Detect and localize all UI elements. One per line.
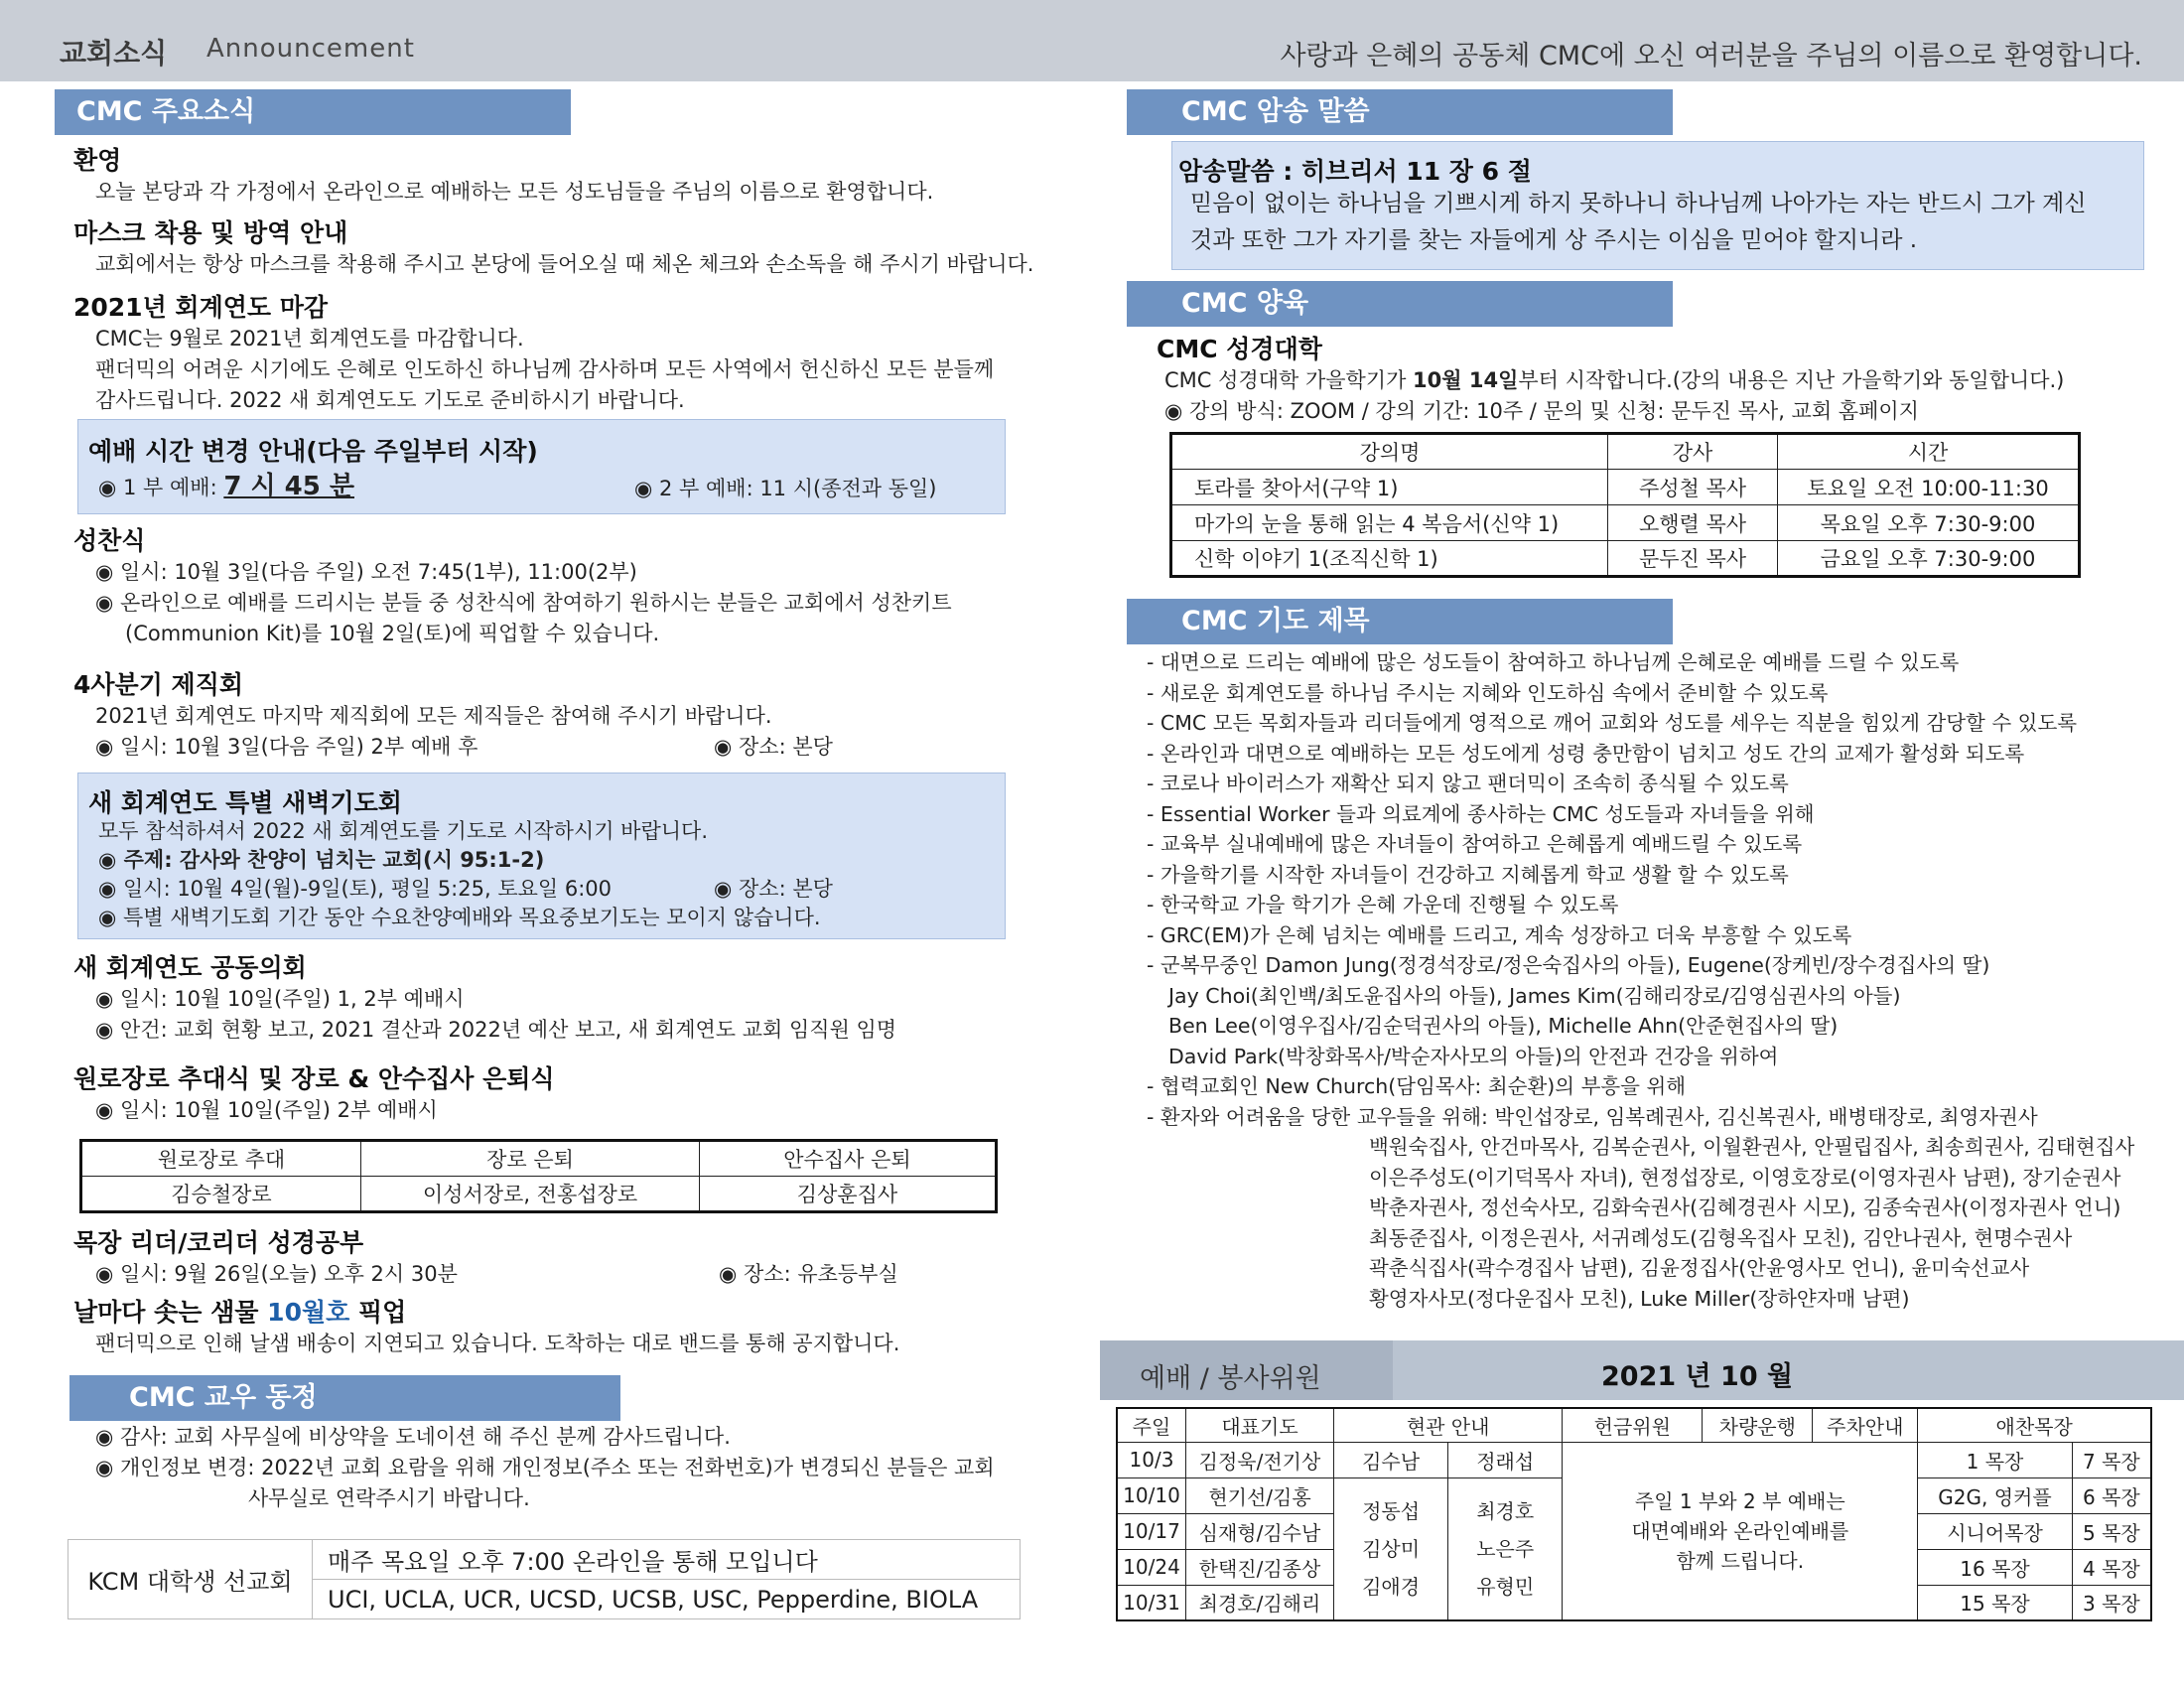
member-news-section: ◉ 감사: 교회 사무실에 비상약을 도네이션 해 주신 분께 감사드립니다. ◉ 개인정보 변경: 2022년 교회 요람을 위해 개인정보(주소 또는 전화번호)가 변경되신 분들은 교회 사무실로 연락주시기 바랍니다. xyxy=(95,1425,995,1510)
prayer-item: 박춘자권사, 정선숙사모, 김화숙권사(김혜경권사 시모), 김종숙권사(이정자권사 언니) xyxy=(1369,1196,2121,1219)
service-table: 주일 대표기도 현관 안내 헌금위원 차량운행 주차안내 애찬목장 10/3 김정욱/전기상 김수남 정래섭 주일 1 부와 2 부 예배는 대면예배와 온라인예배를 함께 드립니다. 1 목장 7 목장 10/10 현기선/김홍 정동섭 김상미 김애경 최경호 노은주 유형민 G2G, 영커플 6 목장 10/17 심재형/김수남 시니어목장 5 목장 10/24 한택진/김종상 16 목장 4 목장 10/31 최경호/김해리 15 목장 3 목장 xyxy=(1116,1407,2152,1621)
section-title-ko: 교회소식 xyxy=(60,37,168,70)
prayer-item: - 가을학기를 시작한 자녀들이 건강하고 지혜롭게 학교 생활 할 수 있도록 xyxy=(1147,862,1789,887)
prayer-item: 백원숙집사, 안건마목사, 김복순권사, 이월환권사, 안필립집사, 최송희권사, 김태현집사 xyxy=(1369,1135,2135,1159)
prayer-item: 이은주성도(이기덕목사 자녀), 현정섭장로, 이영호장로(이영자권사 남편), 장기순권사 xyxy=(1369,1165,2121,1190)
prayer-item: - 온라인과 대면으로 예배하는 모든 성도에게 성령 충만함이 넘치고 성도 간의 교제가 활성화 되도록 xyxy=(1147,741,2025,766)
member-news-header: CMC 교우 동정 xyxy=(69,1375,620,1421)
memory-verse-header: CMC 암송 말씀 xyxy=(1127,89,1673,135)
prayer-list xyxy=(1147,647,2139,1314)
prayer-header: CMC 기도 제목 xyxy=(1127,599,1673,644)
prayer-item: 곽춘식집사(곽수경집사 남편), 김윤정집사(안윤영사모 언니), 윤미숙선교사 xyxy=(1369,1256,2030,1280)
kcm-table: KCM 대학생 선교회 매주 목요일 오후 7:00 온라인을 통해 모입니다 UCI, UCLA, UCR, UCSD, UCSB, USC, Pepperdine, BIOLA xyxy=(68,1539,1021,1619)
bible-college-section: CMC 성경대학 CMC 성경대학 가을학기가 10월 14일부터 시작합니다.(강의 내용은 지난 가을학기와 동일합니다.) ◉ 강의 방식: ZOOM / 강의 기간: 10주 / 문의 및 신청: 문두진 목사, 교회 홈페이지 xyxy=(1157,335,2065,423)
prayer-item: - 대면으로 드리는 예배에 많은 성도들이 참여하고 하나님께 은혜로운 예배를 드릴 수 있도록 xyxy=(1147,650,1960,674)
welcome-banner: 사랑과 은혜의 공동체 CMC에 오신 여러분을 주님의 이름으로 환영합니다. xyxy=(1280,41,2142,71)
prayer-item: David Park(박창화목사/박순자사모의 아들)의 안전과 건강을 위하여 xyxy=(1168,1044,1779,1068)
fiscal-section: 2021년 회계연도 마감 CMC는 9월로 2021년 회계연도를 마감합니다. 팬더믹의 어려운 시기에도 은혜로 인도하신 하나님께 감사하며 모든 사역에서 헌신하신 모든 분들께 감사드립니다. 2022 새 회계연도도 기도로 준비하시기 바랍니다. xyxy=(73,293,995,412)
prayer-item: - 환자와 어려움을 당한 교우들을 위해: 박인섭장로, 임복례권사, 김신복권사, 배병태장로, 최영자권사 xyxy=(1147,1104,2038,1129)
course-table: 강의명 강사 시간 토라를 찾아서(구약 1) 주성철 목사 토요일 오전 10:00-11:30 마가의 눈을 통해 읽는 4 복음서(신약 1) 오행렬 목사 목요일 오후 7:30-9:00 신학 이야기 1(조직신학 1) 문두진 목사 금요일 오후 7:30-9:00 xyxy=(1169,432,2081,578)
service-time-box: 예배 시간 변경 안내(다음 주일부터 시작) ◉ 1 부 예배: 7 시 45 분 ◉ 2 부 예배: 11 시(종전과 동일) xyxy=(77,419,1006,514)
prayer-item: 최동준집사, 이정은권사, 서귀례성도(김형옥집사 모친), 김안나권사, 현명수권사 xyxy=(1369,1225,2073,1250)
header-bar xyxy=(0,0,2184,81)
assembly-section: 새 회계연도 공동의회 ◉ 일시: 10월 10일(주일) 1, 2부 예배시 ◉ 안건: 교회 현황 보고, 2021 결산과 2022년 예산 보고, 새 회계연도 교회 임직원 임명 xyxy=(73,953,897,1042)
communion-section: 성찬식 ◉ 일시: 10월 3일(다음 주일) 오전 7:45(1부), 11:00(2부) ◉ 온라인으로 예배를 드리시는 분들 중 성찬식에 참여하기 원하시는 분들은 교회에서 성찬키트 (Communion Kit)를 10월 2일(토)에 픽업할 수 있습니다. xyxy=(73,526,952,645)
prayer-item: Jay Choi(최인백/최도윤집사의 아들), James Kim(김해리장로/김영심권사의 아들) xyxy=(1168,983,1901,1008)
prayer-item: - 한국학교 가을 학기가 은혜 가운데 진행될 수 있도록 xyxy=(1147,893,1619,916)
prayer-item: - 협력교회인 New Church(담임목사: 최순환)의 부흥을 위해 xyxy=(1147,1074,1687,1098)
prayer-item: - Essential Worker 들과 의료계에 종사하는 CMC 성도들과 자녀들을 위해 xyxy=(1147,801,1815,826)
prayer-item: - GRC(EM)가 은혜 넘치는 예배를 드리고, 계속 성장하고 더욱 부흥할 수 있도록 xyxy=(1147,922,1852,947)
prayer-item: - 코로나 바이러스가 재확산 되지 않고 팬더믹이 조속히 종식될 수 있도록 xyxy=(1147,772,1789,795)
memory-verse-box: 암송말씀 : 히브리서 11 장 6 절 믿음이 없이는 하나님을 기쁘시게 하지 못하나니 하나님께 나아가는 자는 반드시 그가 계신 것과 또한 그가 자기를 찾는 자들에게 상 주시는 이심을 믿어야 할지니라 . xyxy=(1171,141,2144,270)
welcome-section: 환영 오늘 본당과 각 가정에서 온라인으로 예배하는 모든 성도님들을 주님의 이름으로 환영합니다. xyxy=(73,146,934,204)
mask-section: 마스크 착용 및 방역 안내 교회에서는 항상 마스크를 착용해 주시고 본당에 들어오실 때 체온 체크와 손소독을 해 주시기 바랍니다. xyxy=(73,218,1034,276)
dawn-prayer-box: 새 회계연도 특별 새벽기도회 모두 참석하셔서 2022 새 회계연도를 기도로 시작하시기 바랍니다. ◉ 주제: 감사와 찬양이 넘치는 교회(시 95:1-2) ◉ 일시: 10월 4일(월)-9일(토), 평일 5:25, 토요일 6:00 ◉ 장소: 본당 ◉ 특별 새벽기도회 기간 동안 수요찬양예배와 목요중보기도는 모이지 않습니다. xyxy=(77,773,1006,939)
prayer-item: - 군복무중인 Damon Jung(정경석장로/정은숙집사의 아들), Eugene(장케빈/장수경집사의 딸) xyxy=(1147,953,1990,977)
prayer-item: Ben Lee(이영우집사/김순덕권사의 아들), Michelle Ahn(안준현집사의 딸) xyxy=(1168,1014,1839,1038)
bible-study-section: 목장 리더/코리더 성경공부 ◉ 일시: 9월 26일(오늘) 오후 2시 30분 ◉ 장소: 유초등부실 xyxy=(73,1228,898,1286)
service-header-bar: 예배 / 봉사위원 2021 년 10 월 xyxy=(1100,1340,2184,1400)
main-news-header: CMC 주요소식 xyxy=(55,89,571,135)
prayer-item: 황영자사모(정다운집사 모친), Luke Miller(장하얀자매 남편) xyxy=(1369,1286,1910,1311)
prayer-item: - 새로운 회계연도를 하나님 주시는 지혜와 인도하심 속에서 준비할 수 있도록 xyxy=(1147,680,1829,705)
elder-table: 원로장로 추대 장로 은퇴 안수집사 은퇴 김승철장로 이성서장로, 전홍섭장로 김상훈집사 xyxy=(79,1139,998,1213)
prayer-item: - CMC 모든 목회자들과 리더들에게 영적으로 깨어 교회와 성도를 세우는 직분을 힘있게 감당할 수 있도록 xyxy=(1147,711,2078,735)
council-section: 4사분기 제직회 2021년 회계연도 마지막 제직회에 모든 제직들은 참여해 주시기 바랍니다. ◉ 일시: 10월 3일(다음 주일) 2부 예배 후 ◉ 장소: 본당 xyxy=(73,670,833,759)
prayer-item: - 교육부 실내예배에 많은 자녀들이 참여하고 은혜롭게 예배드릴 수 있도록 xyxy=(1147,832,1803,856)
section-title-en: Announcement xyxy=(206,34,415,64)
elder-section: 원로장로 추대식 및 장로 & 안수집사 은퇴식 ◉ 일시: 10월 10일(주일) 2부 예배시 xyxy=(73,1064,555,1122)
education-header: CMC 양육 xyxy=(1127,281,1673,327)
daily-spring-section: 날마다 솟는 샘물 10월호 픽업 팬더믹으로 인해 날샘 배송이 지연되고 있습니다. 도착하는 대로 밴드를 통해 공지합니다. xyxy=(73,1298,900,1355)
